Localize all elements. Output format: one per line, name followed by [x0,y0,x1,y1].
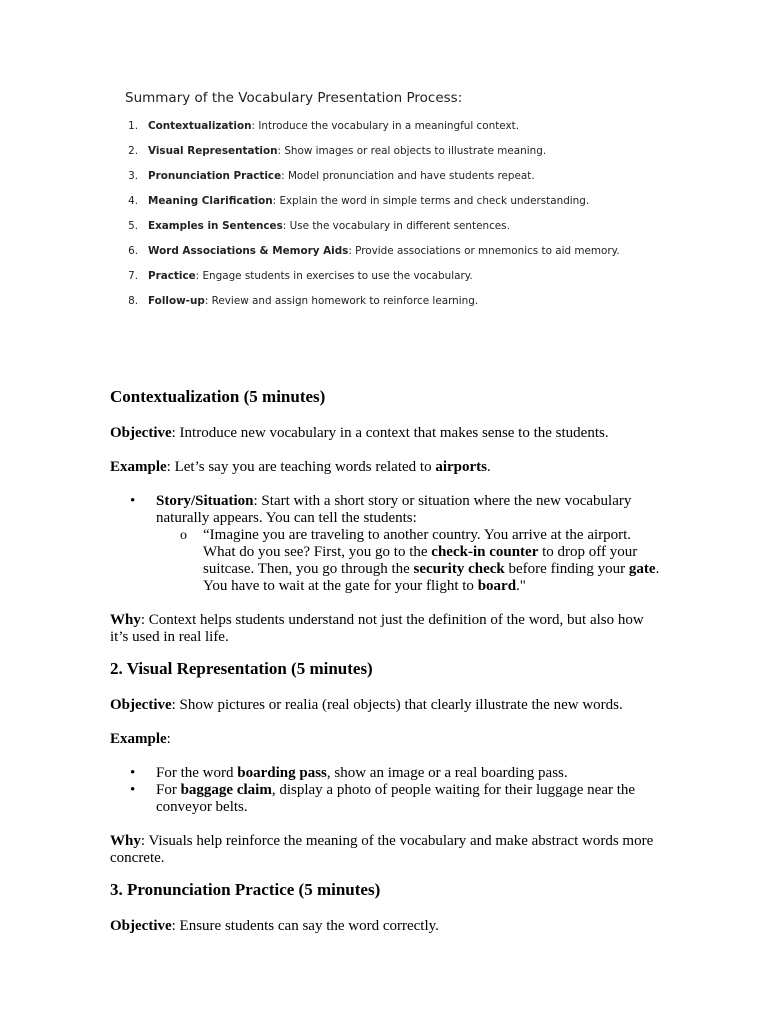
list-item: • For baggage claim, display a photo of people waiting for their luggage near the conveyor belts. [110,782,660,816]
summary-item [122,120,682,145]
summary-list [122,120,682,320]
section-heading-pronunciation-practice: 3. Pronunciation Practice (5 minutes) [110,880,381,899]
item-term: Follow-up [148,295,205,307]
example-list [110,765,660,816]
item-text: : Provide associations or mnemonics to aid memory. [348,245,620,257]
why-paragraph: Why: Visuals help reinforce the meaning of the vocabulary and make abstract words more concrete. [110,833,654,866]
item-term: Contextualization [148,120,252,132]
item-number: 6. [128,245,138,257]
item-number: 8. [128,295,138,307]
item-number: 5. [128,220,138,232]
item-number: 7. [128,270,138,282]
item-term: Pronunciation Practice [148,170,282,182]
story-list [110,493,660,595]
summary-item [122,195,682,220]
item-text: : Model pronunciation and have students repeat. [281,170,535,182]
item-number: 1. [128,120,138,132]
objective-paragraph: Objective: Introduce new vocabulary in a context that makes sense to the students. [110,425,609,441]
item-text: : Explain the word in simple terms and check understanding. [272,195,590,207]
objective-paragraph: Objective: Show pictures or realia (real objects) that clearly illustrate the new words. [110,697,623,713]
why-paragraph: Why: Context helps students understand not just the definition of the word, but also how it’s used in real life. [110,612,644,645]
summary-image [122,90,682,320]
item-text: : Show images or real objects to illustrate meaning. [277,145,547,157]
item-text: : Engage students in exercises to use the vocabulary. [195,270,473,282]
example-paragraph: Example: Let’s say you are teaching words related to airports. [110,459,491,475]
quote-item: o “Imagine you are traveling to another country. You arrive at the airport. What do you see? First, you go to the check-in counter to drop off your suitcase. Then, you go through the security check before finding your gate. You have to wait at the gate for your flight to board." [156,527,660,595]
summary-item [122,220,682,245]
example-paragraph: Example: [110,731,171,747]
summary-item [122,170,682,195]
item-term: Visual Representation [148,145,278,157]
document-body [110,386,660,935]
item-term: Word Associations & Memory Aids [148,245,349,257]
item-text: : Introduce the vocabulary in a meaningful context. [251,120,520,132]
summary-title: Summary of the Vocabulary Presentation Process: [125,90,463,106]
section-heading-contextualization: Contextualization (5 minutes) [110,387,326,406]
item-term: Meaning Clarification [148,195,273,207]
summary-item [122,295,682,320]
item-number: 4. [128,195,138,207]
item-text: : Use the vocabulary in different sentences. [282,220,510,232]
list-item: • For the word boarding pass, show an image or a real boarding pass. [110,765,660,782]
item-term: Examples in Sentences [148,220,283,232]
sub-list [156,527,660,595]
item-term: Practice [148,270,196,282]
summary-item [122,145,682,170]
section-heading-visual-representation: 2. Visual Representation (5 minutes) [110,659,373,678]
item-number: 2. [128,145,138,157]
objective-paragraph: Objective: Ensure students can say the word correctly. [110,918,439,934]
item-number: 3. [128,170,138,182]
list-item: • Story/Situation: Start with a short story or situation where the new vocabulary naturally appears. You can tell the students: o “Imagine you are traveling to another country. You arrive at the airport. What do you see? First, you go to the check-in counter to drop off your suitcase. Then, you go through the security check before finding your gate. You have to wait at the gate for your flight to board." [110,493,660,595]
summary-item [122,270,682,295]
summary-item [122,245,682,270]
item-text: : Review and assign homework to reinforce learning. [204,295,479,307]
